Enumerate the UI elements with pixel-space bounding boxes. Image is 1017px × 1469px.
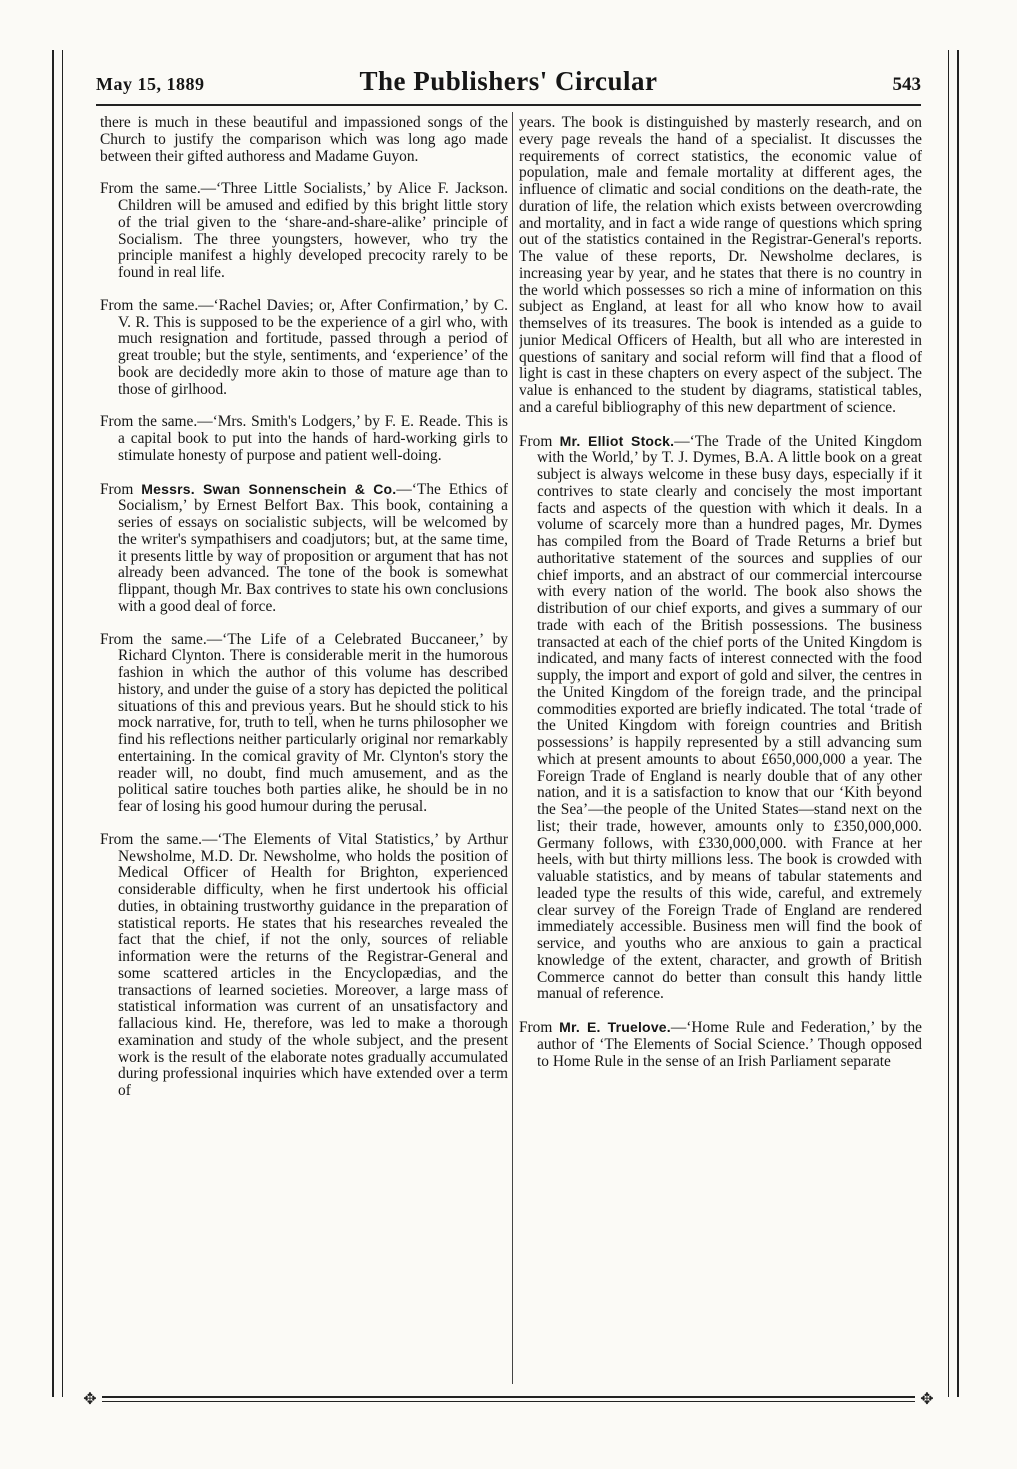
review-paragraph (100, 632, 508, 816)
review-text: —‘The Trade of the United Kingdom with the World,’ by T. J. Dymes, B.A. A little book on a great subject is always welcome in these busy days, especially if it contrives to state clearly and concisely the most important facts and aspects of the question with which it deals. In a volume of scarcely more than a hundred pages, Mr. Dymes has compiled from the Board of Trade Returns a brief but authoritative statement of the sources and supplies of our chief imports, and an abstract of our commercial intercourse with every nation of the world. The book also shows the distribution of our chief exports, and gives a summary of our trade with each of the British possessions. The business transacted at each of the chief ports of the United Kingdom is indicated, and many facts of interest connected with the food supply, the import and export of gold and silver, the centres in the United Kingdom of the foreign trade, and the principal commodities exported are briefly indicated. The total ‘trade of the United Kingdom with foreign countries and British possessions’ is happily represented by a still advancing sum which at present amounts to about £650,000,000 a year. The Foreign Trade of England is nearly double that of any other nation, and it is a satisfaction to know that our ‘Kith beyond the Sea’—the people of the United States—stand next on the list; their trade, however, amounts only to £350,000,000. Germany follows, with £330,000,000. with France at her heels, with but thirty millions less. The book is crowded with valuable statistics, and by means of tabular statements and leaded type the results of this wide, careful, and extremely clear survey of the Foreign Trade of England are rendered immediately accessible. Business men will find the book of service, and youths who are anxious to gain a practical knowledge of the extent, character, and growth of British Commerce cannot do better than consult this handy little manual of reference. (537, 432, 922, 1003)
right-margin-rule (957, 50, 959, 1397)
from-word: From (519, 432, 560, 450)
from-word: From (519, 1019, 560, 1036)
right-column (519, 115, 922, 1385)
issue-date: May 15, 1889 (96, 74, 205, 94)
review-paragraph (519, 1019, 922, 1070)
publisher-name: Mr. E. Truelove. (559, 1019, 671, 1035)
review-paragraph (100, 115, 508, 165)
page-number: 543 (892, 74, 921, 95)
review-text: From the same.—‘Mrs. Smith's Lodgers,’ by F. E. Reade. This is a capital book to put into the hands of hard-working girls to stimulate honesty of purpose and patient well-doing. (100, 413, 508, 464)
review-paragraph (100, 181, 508, 282)
page-footer (80, 1390, 937, 1410)
ornament-icon: ✥ (920, 1391, 934, 1408)
review-paragraph (100, 414, 508, 464)
review-text: From the same.—‘Rachel Davies; or, After Confirmation,’ by C. V. R. This is supposed to be the experience of a girl who, with much resignation and fortitude, passed through a period of great trouble; but the style, sentiments, and ‘experience’ of the book are decidedly more akin to those of mature age than to those of girlhood. (100, 296, 508, 398)
ornament-icon: ✥ (83, 1391, 97, 1408)
review-paragraph (519, 433, 922, 1004)
left-column (100, 115, 508, 1385)
review-text: years. The book is distinguished by masterly research, and on every page reveals the hand of a specialist. It discusses the requirements of correct statistics, the economic value of population, male and female mortality at different ages, the influence of climatic and social conditions on the death-rate, the duration of life, the relation which exists between overcrowding and mortality, and in fact a wide range of questions which spring out of the statistics contained in the Registrar-General's reports. The value of these reports, Dr. Newsholme declares, is increasing year by year, and he states that there is no country in the world which possesses so rich a mine of information on this subject as England, at least for all who know how to avail themselves of its treasures. The book is intended as a guide to junior Medical Officers of Health, but all who are interested in questions of sanitary and social reform will find that a flood of light is cast in these chapters on every aspect of the subject. The value is enhanced to the student by diagrams, statistical tables, and a careful bibliography of this new department of science. (519, 115, 922, 416)
review-paragraph (100, 481, 508, 616)
footer-rule (102, 1396, 915, 1398)
review-text: —‘Home Rule and Federation,’ by the author of ‘The Elements of Social Science.’ Though opposed to Home Rule in the sense of an Irish Parliament separate (537, 1019, 922, 1070)
page-header (96, 66, 921, 102)
review-text: From the same.—‘The Life of a Celebrated Buccaneer,’ by Richard Clynton. There is considerable merit in the humorous fashion in which the author of this volume has described history, and under the guise of a story has depicted the political situations of this and previous years. But he should stick to his mock narrative, for, truth to tell, when he turns philosopher we find his reflections neither particularly original nor remarkably entertaining. In the comical gravity of Mr. Clynton's story the reader will, no doubt, find much amusement, and as the political satire touches both parties alike, he should be in no fear of losing his good humour during the perusal. (100, 630, 508, 815)
review-paragraph (100, 298, 508, 399)
publication-title: The Publishers' Circular (359, 66, 658, 96)
right-margin-rule-inner (948, 50, 949, 1397)
review-text: —‘The Ethics of Socialism,’ by Ernest Belfort Bax. This book, containing a series of essays on socialistic subjects, will be welcomed by the writer's sympathisers and coadjutors; but, at the same time, it presents little by way of proposition or argument that has not already been advanced. The tone of the book is somewhat flippant, though Mr. Bax contrives to state his own conclusions with a good deal of force. (118, 480, 508, 615)
header-rule (96, 104, 921, 106)
review-text: From the same.—‘The Elements of Vital Statistics,’ by Arthur Newsholme, M.D. Dr. Newsholme, who holds the position of Medical Officer of Health for Brighton, experienced considerable difficulty, when he first undertook his official duties, in obtaining trustworthy guidance in the preparation of statistical reports. He states that his researches revealed the fact that the chief, if not the only, sources of reliable information were the returns of the Registrar-General and some scattered articles in the Encyclopædias, and the transactions of learned societies. Moreover, a large mass of statistical information was current of an unsatisfactory and fallacious kind. He, therefore, was led to make a thorough examination and study of the whole subject, and the present work is the result of the elaborate notes gradually accumulated during professional inquiries which have extended over a term of (100, 830, 508, 1099)
review-text: there is much in these beautiful and impassioned songs of the Church to justify the comparison which was long ago made between their gifted authoress and Madame Guyon. (100, 115, 508, 165)
left-margin-rule (52, 50, 54, 1397)
review-paragraph (100, 832, 508, 1100)
footer-rule-thin (102, 1401, 915, 1402)
publisher-name: Mr. Elliot Stock. (559, 432, 675, 449)
publisher-name: Messrs. Swan Sonnenschein & Co. (141, 480, 397, 497)
column-separator (512, 112, 513, 1384)
review-text: From the same.—‘Three Little Socialists,’ by Alice F. Jackson. Children will be amused and edified by this bright little story of the trial given to the ‘share-and-share-alike’ principle of Socialism. The three youngsters, however, who try the principle manifest a highly developed precocity rarely to be found in real life. (100, 180, 508, 281)
from-word: From (100, 480, 142, 498)
review-paragraph (519, 115, 922, 417)
left-margin-rule-inner (62, 50, 63, 1397)
